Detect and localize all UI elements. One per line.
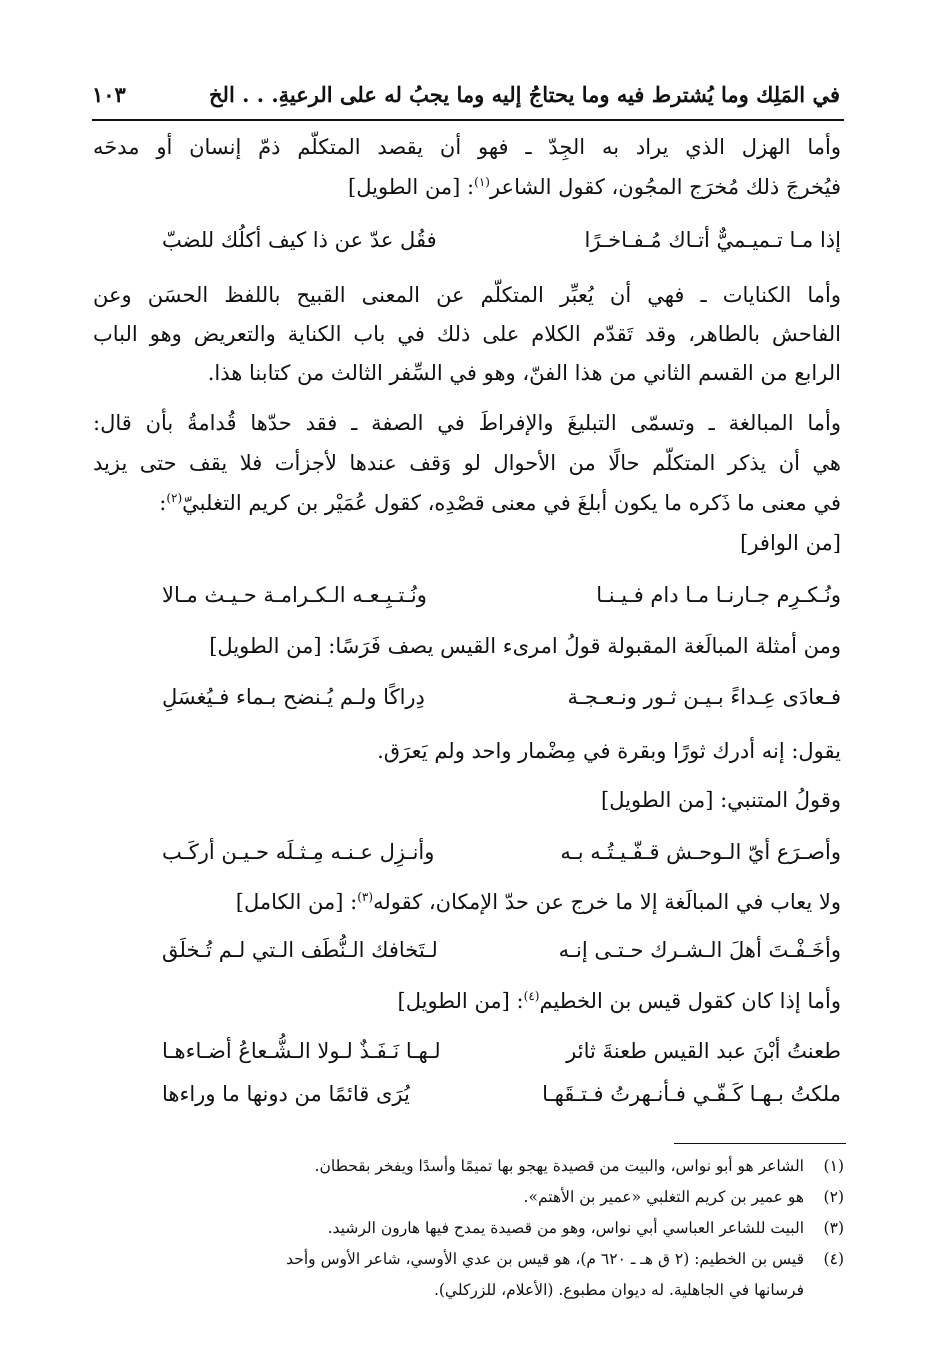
verse-first-hemistich: ملكتُ بـهـا كَـفّـي فـأنـهرتُ فـتـقَهـا <box>542 1082 841 1106</box>
footnote-text: قيس بن الخطيم: (٢ ق هـ ـ ٦٢٠ م)، هو قيس بن عدي الأوسي، شاعر الأوس وأحد <box>286 1250 804 1268</box>
verse-second-hemistich: لـهـا نَـفَـذٌ لـولا الـشُّـعاعُ أضـاءهـا <box>162 1039 441 1063</box>
page-number: ١٠٣ <box>92 82 126 107</box>
footnote-text: الشاعر هو أبو نواس، والبيت من قصيدة يهجو بها تميمًا وأسدًا ويفخر بقحطان. <box>314 1157 804 1175</box>
footnote-text: هو عمير بن كريم التغلبي «عمير بن الأهتم». <box>523 1188 804 1206</box>
paragraph-line: يقول: إنه أدرك ثورًا وبقرة في مِضْمار واحد ولم يَعرَق. <box>377 739 841 763</box>
footnote-text: البيت للشاعر العباسي أبي نواس، وهو من قصيدة يمدح فيها هارون الرشيد. <box>327 1219 804 1237</box>
paragraph-line: وأما الكنايات ـ فهي أن يُعبِّر المتكلّم عن المعنى القبيح باللفظ الحسَن وعن <box>93 283 841 307</box>
verse-second-hemistich: يُرَى قائمًا من دونها ما وراءها <box>162 1082 410 1106</box>
footnote-number: (٣) <box>823 1219 844 1237</box>
footnote <box>328 1219 844 1237</box>
footnote-number: (٤) <box>823 1250 844 1268</box>
footnote-ref: (٣) <box>357 890 374 904</box>
header-rule <box>92 119 844 121</box>
paragraph-line: الفاحش بالطاهر، وقد تَقدّم الكلام على ذلك في باب الكناية والتعريض وهو الباب <box>93 322 841 346</box>
paragraph-line: ومن أمثلة المبالَغة المقبولة قولُ امرىء القيس يصف فَرَسًا: [من الطويل] <box>209 634 841 658</box>
verse-first-hemistich: فـعادَى عِـداءً بـيـن ثـور ونـعـجـة <box>567 685 841 709</box>
paragraph-line: [من الوافر] <box>740 531 841 555</box>
verse-first-hemistich: وأخَـفْـتَ أهلَ الـشـرك حـتـى إنـه <box>558 938 841 962</box>
paragraph-line: هي أن يذكر المتكلّم حالًا من الأحوال لو وَقف عندها لأجزأت فلا يقف حتى يزيد <box>93 451 841 475</box>
footnote <box>286 1250 844 1268</box>
footnote <box>434 1281 844 1299</box>
paragraph-line: ولا يعاب في المبالَغة إلا ما خرج عن حدّ الإمكان، كقوله$^{(٣)}$: [من الكامل] <box>235 890 841 914</box>
paragraph-line: الرابع من القسم الثاني من هذا الفنّ، وهو في السِّفر الثالث من كتابنا هذا. <box>207 361 841 385</box>
footnote-number: (١) <box>823 1157 844 1175</box>
footnote-text: فرسانها في الجاهلية. له ديوان مطبوع. (الأعلام، للزركلي). <box>433 1281 804 1299</box>
verse-second-hemistich: لـتَخافك الـنُّطَف الـتي لـم تُـخلَق <box>162 938 438 962</box>
footnote-ref: (٢) <box>166 491 183 505</box>
footnote-ref: (١) <box>474 175 490 189</box>
paragraph-line: في معنى ما ذَكره ما يكون أبلغَ في معنى قصْدِه، كقول عُمَيْر بن كريم التغلبيّ$^{(٢)}$: <box>159 491 841 515</box>
footnote <box>524 1188 844 1206</box>
footnote-separator <box>674 1143 846 1144</box>
verse-first-hemistich: طعنتُ أبْنَ عبد القيس طعنةَ ثائر <box>566 1039 841 1063</box>
footnote-number: (٢) <box>823 1188 844 1206</box>
running-header-title: في المَلِك وما يُشترط فيه وما يحتاجُ إليه وما يجبُ له على الرعيةِ. . . الخ <box>208 82 840 107</box>
verse-first-hemistich: ونُـكـرِم جـارنـا مـا دام فـيـنـا <box>596 583 841 607</box>
paragraph-line: وأما المبالغة ـ وتسمّى التبليغَ والإفراطَ في الصفة ـ فقد حدّها قُدامةُ بأن قال: <box>93 411 841 435</box>
verse-second-hemistich: وأنـزِل عـنـه مِـثـلَه حـيـن أركَـب <box>162 840 435 864</box>
verse-second-hemistich: فقُل عدّ عن ذا كيف أكلُك للضبّ <box>162 228 437 252</box>
paragraph-line: وأما الهزل الذي يراد به الجِدّ ـ فهو أن يقصد المتكلّم ذمّ إنسان أو مدحَه <box>93 135 841 159</box>
verse-second-hemistich: ونُـتـبِـعـه الـكـرامـة حـيـث مـالا <box>162 583 427 607</box>
verse-first-hemistich: وأصـرَع أيّ الـوحـش قـفّـيـتُـه بـه <box>560 840 841 864</box>
footnote-ref: (٤) <box>523 989 540 1003</box>
verse-first-hemistich: إذا مـا تـميـميٌّ أتـاك مُـفـاخـرًا <box>584 228 841 252</box>
paragraph-line: وقولُ المتنبي: [من الطويل] <box>601 788 841 812</box>
paragraph-line: فيُخرجَ ذلك مُخرَج المجُون، كقول الشاعر$^{(١)}$: [من الطويل] <box>348 175 841 199</box>
verse-second-hemistich: دِراكًا ولـم يُـنضح بـماء فـيُغسَلِ <box>162 685 425 709</box>
footnote <box>315 1157 844 1175</box>
paragraph-line: وأما إذا كان كقول قيس بن الخطيم$^{(٤)}$: [من الطويل] <box>397 989 841 1013</box>
